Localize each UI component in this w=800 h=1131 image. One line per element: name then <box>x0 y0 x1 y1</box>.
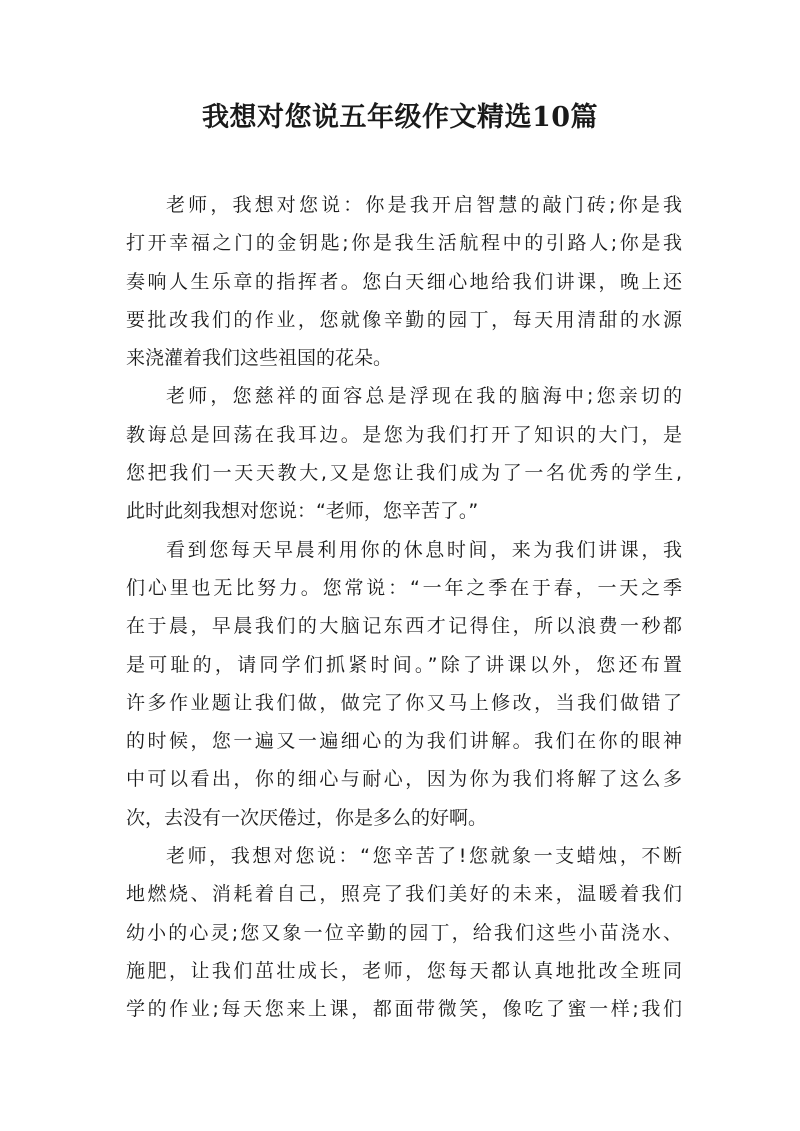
paragraph-3-line-5: 许多作业题让我们做，做完了你又马上修改，当我们做错了 <box>126 691 682 714</box>
paragraph-2-line-2: 教诲总是回荡在我耳边。是您为我们打开了知识的大门，是 <box>126 423 682 446</box>
paragraph-2-line-4: 此时此刻我想对您说：“老师，您辛苦了。” <box>126 500 479 523</box>
paragraph-3-line-1: 看到您每天早晨利用你的休息时间，来为我们讲课，我 <box>166 538 682 561</box>
paragraph-3-line-7: 中可以看出，你的细心与耐心，因为你为我们将解了这么多 <box>126 768 682 791</box>
paragraph-4-line-2: 地燃烧、消耗着自己，照亮了我们美好的未来，温暖着我们 <box>126 883 682 906</box>
paragraph-3-line-6: 的时候，您一遍又一遍细心的为我们讲解。我们在你的眼神 <box>126 730 682 753</box>
paragraph-2-line-3: 您把我们一天天教大,又是您让我们成为了一名优秀的学生, <box>126 462 682 485</box>
paragraph-4-line-4: 施肥，让我们茁壮成长，老师，您每天都认真地批改全班同 <box>126 959 682 982</box>
document-title: 我想对您说五年级作文精选10篇 <box>201 102 599 133</box>
paragraph-1-line-1: 老师，我想对您说：你是我开启智慧的敲门砖;你是我 <box>166 194 682 216</box>
paragraph-1-line-5: 来浇灌着我们这些祖国的花朵。 <box>126 347 393 370</box>
paragraph-3-line-2: 们心里也无比努力。您常说：“一年之季在于春，一天之季 <box>126 576 682 599</box>
paragraph-3-line-3: 在于晨，早晨我们的大脑记东西才记得住，所以浪费一秒都 <box>126 615 682 638</box>
paragraph-1-line-4: 要批改我们的作业，您就像辛勤的园丁，每天用清甜的水源 <box>126 308 682 331</box>
paragraph-3-line-8: 次，去没有一次厌倦过，你是多么的好啊。 <box>126 806 488 829</box>
paragraph-1-line-3: 奏响人生乐章的指挥者。您白天细心地给我们讲课，晚上还 <box>126 270 682 293</box>
paragraph-2-line-1: 老师，您慈祥的面容总是浮现在我的脑海中;您亲切的 <box>166 385 682 408</box>
paragraph-1-line-2: 打开幸福之门的金钥匙;你是我生活航程中的引路人;你是我 <box>126 232 682 255</box>
document-body <box>126 186 682 1029</box>
paragraph-4-line-1: 老师，我想对您说：“您辛苦了!您就象一支蜡烛，不断 <box>166 845 682 868</box>
paragraph-4-line-5: 学的作业;每天您来上课，都面带微笑，像吃了蜜一样;我们 <box>126 998 682 1021</box>
paragraph-3-line-4: 是可耻的，请同学们抓紧时间。”除了讲课以外，您还布置 <box>126 653 682 676</box>
paragraph-4-line-3: 幼小的心灵;您又象一位辛勤的园丁，给我们这些小苗浇水、 <box>126 921 682 944</box>
